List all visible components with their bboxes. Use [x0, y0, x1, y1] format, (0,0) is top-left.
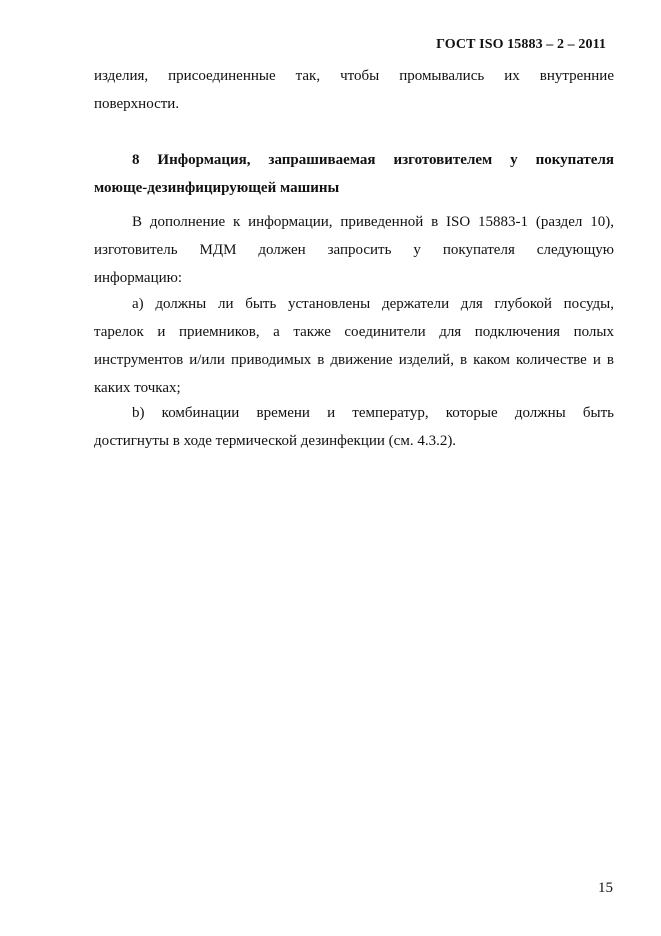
intro-line-2: изготовитель МДМ должен запросить у покупателя следующую	[94, 242, 614, 258]
continuation-line-2: поверхности.	[94, 96, 180, 112]
item-b-line-1: b) комбинации времени и температур, которые должны быть	[132, 405, 614, 421]
item-a-line-3: инструментов и/или приводимых в движение изделий, в каком количестве и в	[94, 352, 614, 368]
list-item-a	[94, 290, 614, 402]
intro-line-1: В дополнение к информации, приведенной в ISO 15883-1 (раздел 10),	[132, 214, 614, 230]
section-heading	[94, 146, 614, 202]
intro-paragraph	[94, 208, 614, 292]
list-item-b	[94, 399, 614, 455]
item-a-line-4: каких точках;	[94, 380, 181, 396]
section-heading-line-1: 8 Информация, запрашиваемая изготовителем у покупателя	[132, 152, 614, 168]
section-heading-line-2: моюще-дезинфицирующей машины	[94, 180, 340, 196]
document-header: ГОСТ ISO 15883 – 2 – 2011	[436, 37, 606, 52]
item-a-line-1: а) должны ли быть установлены держатели для глубокой посуды,	[132, 296, 614, 312]
page-number: 15	[598, 880, 613, 896]
intro-line-3: информацию:	[94, 270, 183, 286]
continuation-paragraph	[94, 62, 614, 118]
item-b-line-2: достигнуты в ходе термической дезинфекции (см. 4.3.2).	[94, 433, 457, 449]
continuation-line-1: изделия, присоединенные так, чтобы промывались их внутренние	[94, 68, 614, 84]
item-a-line-2: тарелок и приемников, а также соединители для подключения полых	[94, 324, 614, 340]
